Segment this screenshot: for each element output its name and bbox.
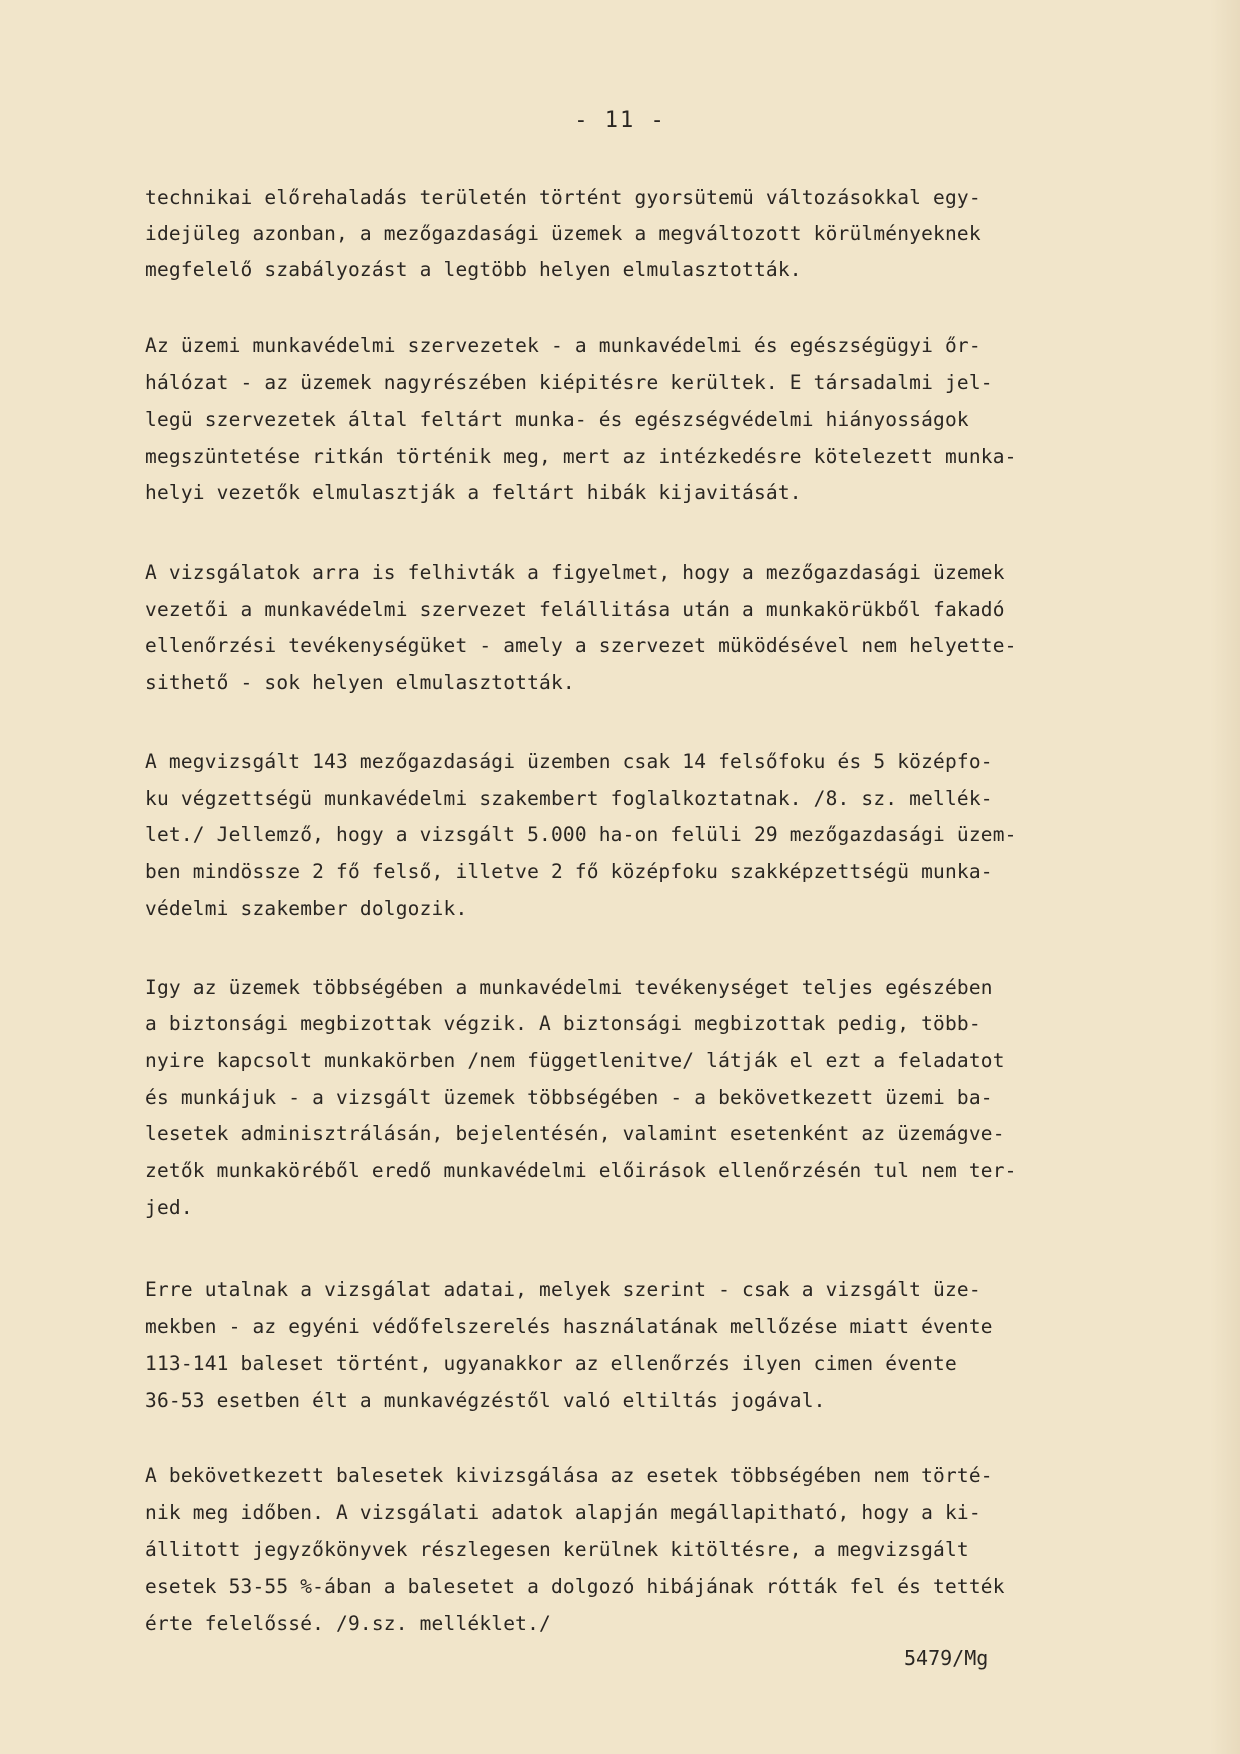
- page-number: - 11 -: [574, 108, 666, 133]
- text-line: ellenőrzési tevékenységüket - amely a szervezet müködésével nem helyette-: [145, 634, 1017, 657]
- text-line: 36-53 esetben élt a munkavégzéstől való eltiltás jogával.: [145, 1389, 826, 1412]
- text-line: hálózat - az üzemek nagyrészében kiépitésre kerültek. E társadalmi jel-: [145, 371, 993, 394]
- text-line: ben mindössze 2 fő felső, illetve 2 fő középfoku szakképzettségü munka-: [145, 860, 993, 883]
- text-line: Igy az üzemek többségében a munkavédelmi tevékenységet teljes egészében: [145, 976, 993, 999]
- text-line: és munkájuk - a vizsgált üzemek többségében - a bekövetkezett üzemi ba-: [145, 1086, 993, 1109]
- text-line: Az üzemi munkavédelmi szervezetek - a munkavédelmi és egészségügyi őr-: [145, 334, 981, 357]
- text-line: lesetek adminisztrálásán, bejelentésén, valamint esetenként az üzemágve-: [145, 1122, 1005, 1145]
- text-line: a biztonsági megbizottak végzik. A biztonsági megbizottak pedig, több-: [145, 1012, 981, 1035]
- text-line: A bekövetkezett balesetek kivizsgálása az esetek többségében nem törté-: [145, 1464, 993, 1487]
- text-line: zetők munkaköréből eredő munkavédelmi előirások ellenőrzésén tul nem ter-: [145, 1159, 1017, 1182]
- text-line: let./ Jellemző, hogy a vizsgált 5.000 ha-on felüli 29 mezőgazdasági üzem-: [145, 823, 1017, 846]
- text-line: idejüleg azonban, a mezőgazdasági üzemek a megváltozott körülményeknek: [145, 222, 981, 245]
- text-line: technikai előrehaladás területén történt gyorsütemü változásokkal egy-: [145, 186, 981, 209]
- text-line: állitott jegyzőkönyvek részlegesen kerülnek kitöltésre, a megvizsgált: [145, 1538, 969, 1561]
- page-edge-shadow: [1210, 0, 1240, 1754]
- text-line: helyi vezetők elmulasztják a feltárt hibák kijavitását.: [145, 481, 802, 504]
- text-line: A vizsgálatok arra is felhivták a figyelmet, hogy a mezőgazdasági üzemek: [145, 561, 1005, 584]
- text-line: nyire kapcsolt munkakörben /nem függetlenitve/ látják el ezt a feladatot: [145, 1049, 1005, 1072]
- text-line: ku végzettségü munkavédelmi szakembert foglalkoztatnak. /8. sz. mellék-: [145, 787, 993, 810]
- text-line: megfelelő szabályozást a legtöbb helyen elmulasztották.: [145, 258, 802, 281]
- text-line: sithető - sok helyen elmulasztották.: [145, 671, 575, 694]
- text-line: jed.: [145, 1196, 193, 1219]
- text-line: 113-141 baleset történt, ugyanakkor az ellenőrzés ilyen cimen évente: [145, 1352, 957, 1375]
- text-line: nik meg időben. A vizsgálati adatok alapján megállapitható, hogy a ki-: [145, 1501, 981, 1524]
- text-line: védelmi szakember dolgozik.: [145, 897, 468, 920]
- text-line: vezetői a munkavédelmi szervezet felállitása után a munkakörükből fakadó: [145, 598, 1005, 621]
- text-line: Erre utalnak a vizsgálat adatai, melyek szerint - csak a vizsgált üze-: [145, 1278, 981, 1301]
- text-line: mekben - az egyéni védőfelszerelés használatának mellőzése miatt évente: [145, 1315, 993, 1338]
- text-line: esetek 53-55 %-ában a balesetet a dolgozó hibájának rótták fel és tették: [145, 1575, 1005, 1598]
- text-line: megszüntetése ritkán történik meg, mert az intézkedésre kötelezett munka-: [145, 445, 1017, 468]
- document-reference: 5479/Mg: [904, 1646, 989, 1670]
- text-line: legü szervezetek által feltárt munka- és egészségvédelmi hiányosságok: [145, 408, 969, 431]
- text-line: A megvizsgált 143 mezőgazdasági üzemben csak 14 felsőfoku és 5 középfo-: [145, 750, 993, 773]
- text-line: érte felelőssé. /9.sz. melléklet./: [145, 1612, 551, 1635]
